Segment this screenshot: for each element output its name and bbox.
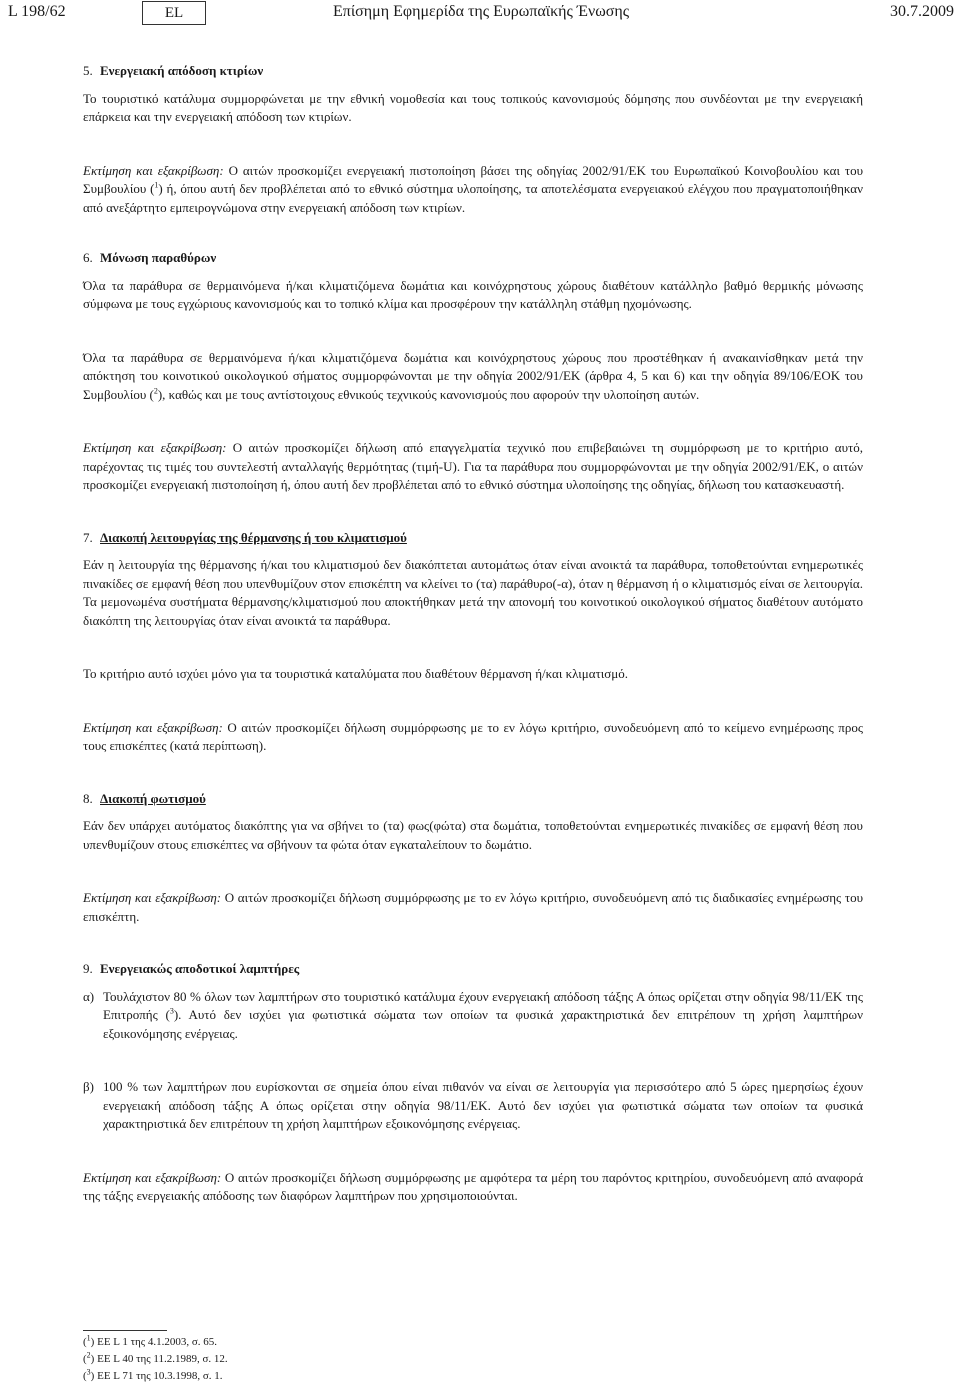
section-7-paragraph-1: Εάν η λειτουργία της θέρμανσης ή/και του κλιματισμού δεν διακόπτεται αυτομάτως όταν είναι ανοικτά τα παράθυρα, τοποθετούνται ενημερωτικές πινακίδες σε εμφανή θέση που υπενθυμίζουν στον επισκέπτη να κλείνει το (τα) παράθυρο(-α), όταν η θέρμανση ή ο κλιματισμός είναι σε λειτουργία. Τα μεμονωμένα συστήματα θέρμανσης/κλιματισμού που αποκτήθηκαν μετά την απονομή του κοινοτικού οικολογικού σήματος διαθέτουν αυτόματο διακόπτη της λειτουργίας όταν είναι ανοικτά τα παράθυρα.	[83, 557, 863, 628]
section-number: 6.	[83, 250, 93, 265]
assessment-text: Ο αιτών προσκομίζει δήλωση συμμόρφωσης με το εν λόγω κριτήριο, συνοδευόμενη από τις διαδικασίες ενημέρωσης του επισκέπτη.	[83, 890, 864, 924]
section-number: 7.	[83, 529, 93, 545]
assessment-label: Εκτίμηση και εξακρίβωση:	[83, 440, 227, 455]
publication-date: 30.7.2009	[890, 3, 954, 20]
section-title: Διακοπή φωτισμού	[100, 790, 206, 806]
assessment-text: ) ή, όπου αυτή δεν προβλέπεται από το εθνικό σύστημα υλοποίησης, τα αποτελέσματα ενεργειακού ελέγχου που πραγματοποιήθηκαν από ανεξάρτητο εμπειρογνώμονα στην ενεργειακή απόδοση των κτιρίων.	[83, 181, 863, 215]
section-7-paragraph-2: Το κριτήριο αυτό ισχύει μόνο για τα τουριστικά καταλύματα που διαθέτουν θέρμανση ή/και κλιματισμό.	[83, 666, 629, 681]
footnote-ref: 2	[153, 386, 158, 396]
assessment-text: Ο αιτών προσκομίζει δήλωση συμμόρφωσης με το εν λόγω κριτήριο, συνοδευόμενη από το κείμενο ενημέρωσης προς τους επισκέπτες (κατά περίπτωση).	[83, 719, 863, 753]
footnote-1: ($^1$) ΕΕ L 1 της 4.1.2003, σ. 65.	[83, 1333, 218, 1348]
footnote-mark: 1	[86, 1333, 91, 1343]
section-title: Ενεργειακή απόδοση κτιρίων	[100, 63, 264, 78]
footnote-text: ΕΕ L 40 της 11.2.1989, σ. 12.	[97, 1353, 228, 1365]
footnote-ref: 3	[169, 1006, 174, 1016]
section-5-heading	[83, 62, 863, 81]
section-title: Διακοπή λειτουργίας της θέρμανσης ή του κλιματισμού	[100, 529, 407, 545]
list-item-text	[103, 988, 863, 1044]
paragraph-text: Όλα τα παράθυρα σε θερμαινόμενα ή/και κλιματιζόμενα δωμάτια και κοινόχρηστους χώρους που προστέθηκαν ή ανακαινίσθηκαν μετά την απόκτηση του κοινοτικού οικολογικού σήματος συμμορφώνονται με την οδηγία 2002/91/ΕΚ (άρθρα 4, 5 και 6) και την οδηγία 89/106/ΕΟΚ του Συμβουλίου (	[83, 349, 863, 402]
assessment-label: Εκτίμηση και εξακρίβωση:	[83, 1169, 222, 1185]
footnotes	[83, 1334, 228, 1385]
list-item-b	[83, 1078, 863, 1134]
section-8-paragraph: Εάν δεν υπάρχει αυτόματος διακόπτης για να σβήνει το (τα) φως(φώτα) στα δωμάτια, τοποθετούνται ενημερωτικές πινακίδες σε εμφανή θέση που υπενθυμίζουν στους επισκέπτες να σβήνουν τα φώτα όταν εγκαταλείπουν το δωμάτιο.	[83, 818, 863, 852]
assessment-text: Ο αιτών προσκομίζει δήλωση από επαγγελματία τεχνικό που επιβεβαιώνει τη συμμόρφωση με το κριτήριο αυτό, παρέχοντας τις τιμές του συντελεστή ανταλλαγής θερμότητας (τιμή-U). Για τα παράθυρα που συμμορφώνονται με την οδηγία 2002/91/ΕΚ, ο αιτών προσκομίζει ενεργειακή πιστοποίηση ή, όπου αυτή δεν προβλέπεται από το εθνικό σύστημα υλοποίησης της οδηγίας, δήλωση του κατασκευαστή.	[83, 440, 863, 492]
footnote-3: ($^3$) ΕΕ L 71 της 10.3.1998, σ. 1.	[83, 1367, 223, 1382]
section-9-heading	[83, 960, 863, 979]
item-text: Τουλάχιστον 80 % όλων των λαμπτήρων στο τουριστικό κατάλυμα έχουν ενεργειακή απόδοση τάξης Α όπως ορίζεται στην οδηγία 98/11/ΕΚ της Επιτροπής (	[103, 988, 863, 1022]
footnote-2: ($^2$) ΕΕ L 40 της 11.2.1989, σ. 12.	[83, 1350, 228, 1365]
section-number: 9.	[83, 961, 93, 976]
assessment-label: Εκτίμηση και εξακρίβωση:	[83, 719, 223, 735]
section-8-assessment	[83, 889, 863, 926]
section-6-paragraph-2	[83, 349, 863, 405]
section-8-heading	[83, 790, 863, 809]
assessment-text: Ο αιτών προσκομίζει δήλωση συμμόρφωσης με αμφότερα τα μέρη του παρόντος κριτηρίου, συνοδευόμενη από αναφορά της τάξης ενεργειακής απόδοσης των διαφόρων λαμπτήρων που χρησιμοποιούνται.	[83, 1169, 864, 1203]
assessment-label: Εκτίμηση και εξακρίβωση:	[83, 890, 222, 905]
page-reference: L 198/62	[8, 3, 66, 20]
section-6-heading	[83, 249, 863, 268]
list-item-a	[83, 988, 863, 1044]
page-header	[8, 3, 954, 29]
section-7-assessment	[83, 719, 863, 756]
footnote-text: ΕΕ L 71 της 10.3.1998, σ. 1.	[97, 1370, 223, 1382]
footnote-mark: 3	[86, 1367, 91, 1377]
footnote-mark: 2	[86, 1350, 91, 1360]
language-code-box: EL	[142, 1, 206, 25]
list-marker: α)	[83, 988, 95, 1004]
section-9-assessment	[83, 1169, 863, 1206]
section-6-paragraph-1: Όλα τα παράθυρα σε θερμαινόμενα ή/και κλιματιζόμενα δωμάτια και κοινόχρηστους χώρους διαθέτουν κατάλληλο βαθμό θερμικής μόνωσης σύμφωνα με τους εγχώριους κανονισμούς και το τοπικό κλίμα και προσφέρουν την κατάλληλη στάθμη ηχομόνωσης.	[83, 277, 863, 311]
section-7-heading	[83, 529, 863, 548]
footnote-text: ΕΕ L 1 της 4.1.2003, σ. 65.	[97, 1336, 218, 1348]
list-item-text: 100 % των λαμπτήρων που ευρίσκονται σε σημεία όπου είναι πιθανόν να είναι σε λειτουργία για περισσότερο από 5 ώρες ημερησίως έχουν ενεργειακή απόδοση τάξης Α όπως ορίζεται στην οδηγία 98/11/ΕΚ. Αυτό δεν ισχύει για φωτιστικά σώματα των οποίων τα φυσικά χαρακτηριστικά δεν επιτρέπουν τη χρήση λαμπτήρων εξοικονόμησης ενέργειας.	[103, 1079, 863, 1131]
section-5-paragraph: Το τουριστικό κατάλυμα συμμορφώνεται με την εθνική νομοθεσία και τους τοπικούς κανονισμούς δόμησης που συνδέονται με την ενεργειακή επάρκεια και την ενεργειακή απόδοση των κτιρίων.	[83, 90, 863, 124]
document-body	[83, 62, 863, 1206]
item-text: ). Αυτό δεν ισχύει για φωτιστικά σώματα των οποίων τα φυσικά χαρακτηριστικά δεν επιτρέπουν τη χρήση λαμπτήρων εξοικονόμησης ενέργειας.	[103, 1007, 863, 1041]
list-marker: β)	[83, 1079, 94, 1094]
assessment-label: Εκτίμηση και εξακρίβωση:	[83, 162, 224, 178]
section-number: 5.	[83, 63, 93, 78]
journal-title: Επίσημη Εφημερίδα της Ευρωπαϊκής Ένωσης	[333, 3, 630, 20]
section-title: Ενεργειακώς αποδοτικοί λαμπτήρες	[100, 961, 300, 976]
section-6-assessment	[83, 439, 863, 495]
footnote-ref: 1	[154, 180, 159, 190]
footnote-divider	[83, 1330, 167, 1331]
section-5-assessment	[83, 162, 863, 218]
assessment-text: Ο αιτών προσκομίζει ενεργειακή πιστοποίηση βάσει της οδηγίας 2002/91/ΕΚ του Ευρωπαϊκού Κοινοβουλίου και του Συμβουλίου (	[83, 162, 864, 196]
paragraph-text: ), καθώς και με τους αντίστοιχους εθνικούς τεχνικούς κανονισμούς που αφορούν την υλοποίηση αυτών.	[157, 386, 700, 402]
section-title: Μόνωση παραθύρων	[100, 250, 217, 265]
section-number: 8.	[83, 790, 93, 806]
